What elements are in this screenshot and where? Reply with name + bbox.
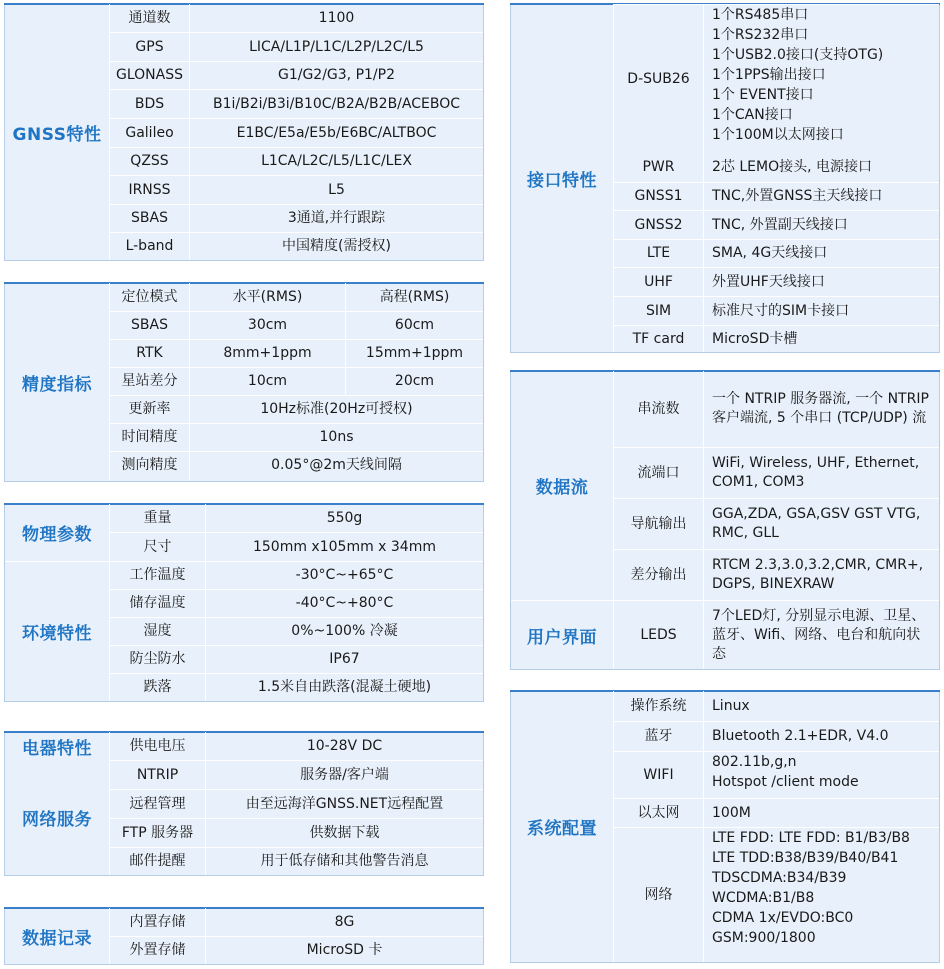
accuracy-row [110,339,483,367]
dataflow-key: 导航输出 [630,515,687,532]
environment-row [110,645,483,673]
gnss-value: 中国精度(需授权) [282,238,391,254]
system-row [614,798,939,827]
system-value [704,828,939,962]
network-key: 远程管理 [129,795,186,812]
interface-block [510,3,940,353]
accuracy-key: 测向精度 [121,457,178,473]
accuracy-value: 10Hz标准(20Hz可授权) [260,401,413,417]
interface-key: LTE [646,245,671,261]
electrical-row [110,732,483,760]
interface-row [614,182,939,210]
physical-key: 重量 [143,509,172,526]
system-value-line: CDMA 1x/EVDO:BC0 [712,910,854,926]
physical-row [110,504,483,532]
environment-key: 跌落 [143,679,172,695]
physical-row [110,532,483,561]
gnss-row [110,147,483,175]
environment-value: 0%~100% 冷凝 [291,623,398,639]
interface-row [614,239,939,267]
system-row [614,751,939,798]
network-key: FTP 服务器 [121,824,194,841]
system-value: Bluetooth 2.1+EDR, V4.0 [712,728,889,744]
physical-value: 550g [326,509,363,526]
system-row [614,827,939,962]
interface-value: TNC, 外置副天线接口 [712,216,848,233]
system-value-line: LTE TDD:B38/B39/B40/B41 [712,850,899,866]
datalog-title: 数据记录 [22,928,92,949]
environment-row [110,617,483,645]
dsub-line: 1个CAN接口 [712,107,793,123]
gnss-block [4,3,484,261]
system-row [614,691,939,721]
datalog-row [110,908,483,936]
system-value-line: WCDMA:B1/B8 [712,890,815,906]
gnss-value: LICA/L1P/L1C/L2P/L2C/L5 [249,38,424,55]
gnss-key: SBAS [131,210,168,226]
network-value: 由至远海洋GNSS.NET远程配置 [245,795,444,812]
datalog-key: 外置存储 [129,942,186,958]
environment-value: IP67 [329,651,360,667]
accuracy-block [4,282,484,482]
gnss-row [110,175,483,204]
network-row [110,760,483,789]
dataflow-row [614,498,939,549]
system-value: Linux [712,697,750,714]
accuracy-horizontal: 水平(RMS) [232,288,303,305]
gnss-row [110,32,483,61]
system-block [510,690,940,963]
accuracy-row [110,423,483,451]
accuracy-value: 10ns [319,429,354,445]
environment-title: 环境特性 [22,624,92,644]
environment-key: 工作温度 [129,567,186,583]
datalog-row [110,936,483,964]
system-key: 网络 [644,886,673,903]
environment-value: -40°C~+80°C [295,595,394,611]
accuracy-key: SBAS [131,317,168,333]
gnss-key: Galileo [125,124,174,141]
system-key: WIFI [643,766,674,783]
gnss-row [110,118,483,147]
network-value: 供数据下载 [309,824,380,841]
environment-key: 湿度 [143,623,172,639]
system-value-line: TDSCDMA:B34/B39 [712,870,847,886]
gnss-key: IRNSS [128,181,171,198]
environment-row [110,561,483,589]
dsub-line: 1个RS232串口 [712,27,809,43]
dsub-line: 1个 EVENT接口 [712,87,814,103]
environment-key: 储存温度 [129,595,186,611]
accuracy-key: 时间精度 [121,429,178,445]
datalog-value: 8G [334,913,355,930]
network-key: NTRIP [136,766,179,783]
dataflow-key: 差分输出 [630,566,687,583]
accuracy-row [110,451,483,479]
network-title: 网络服务 [22,810,92,830]
system-value-line: GSM:900/1800 [712,930,816,946]
accuracy-vertical: 20cm [394,373,435,389]
system-value [704,752,939,798]
accuracy-row [110,311,483,339]
accuracy-row [110,367,483,395]
physical-env-block [4,503,484,702]
dataflow-key: 串流数 [637,400,680,417]
datalog-value: MicroSD 卡 [306,942,383,958]
gnss-title: GNSS特性 [12,124,102,145]
gnss-value: E1BC/E5a/E5b/E6BC/ALTBOC [236,124,437,141]
electrical-title: 电器特性 [22,738,92,759]
accuracy-header-row [110,283,483,311]
system-title: 系统配置 [527,819,597,839]
interface-row [614,267,939,296]
interface-value: 2芯 LEMO接头, 电源接口 [712,159,873,175]
electrical-key: 供电电压 [129,737,186,754]
system-row [614,721,939,751]
interface-value: MicroSD卡槽 [712,330,798,347]
dsub-row [614,4,939,153]
dsub-line: 1个100M以太网接口 [712,127,844,143]
network-value: 用于低存储和其他警告消息 [260,853,429,869]
system-value-line: Hotspot /client mode [712,774,859,790]
accuracy-key: 星站差分 [121,373,178,389]
system-value: 100M [712,804,751,821]
electrical-value: 10-28V DC [306,737,383,754]
gnss-value: B1i/B2i/B3i/B10C/B2A/B2B/ACEBOC [212,95,460,112]
dataflow-value: 一个 NTRIP 服务器流, 一个 NTRIP 客户端流, 5 个串口 (TCP/UDP) 流 [712,391,929,426]
interface-key: TF card [632,330,685,347]
dataflow-row [614,447,939,498]
dataflow-key: 流端口 [637,464,680,481]
dataflow-value: RTCM 2.3,3.0,3.2,CMR, CMR+, DGPS, BINEXRAW [712,557,924,592]
physical-title: 物理参数 [22,525,92,545]
network-key: 邮件提醒 [129,853,186,869]
gnss-key: L-band [125,238,174,254]
datalog-block [4,907,484,965]
interface-value: 外置UHF天线接口 [712,273,825,290]
gnss-key: GLONASS [116,67,183,83]
gnss-value: L1CA/L2C/L5/L1C/LEX [261,153,412,169]
interface-row [614,296,939,325]
interface-value: SMA, 4G天线接口 [712,245,828,261]
environment-value: 1.5米自由跌落(混凝土硬地) [257,679,432,695]
interface-key: PWR [642,159,675,175]
environment-row [110,673,483,701]
accuracy-horizontal: 10cm [247,373,288,389]
gnss-value: G1/G2/G3, P1/P2 [277,67,396,83]
interface-key: GNSS2 [634,216,683,233]
physical-value: 150mm x105mm x 34mm [252,538,436,555]
system-value-line: 802.11b,g,n [712,754,797,770]
gnss-value: 3通道,并行跟踪 [287,210,386,226]
accuracy-vertical: 15mm+1ppm [365,345,464,361]
gnss-key: QZSS [130,153,169,169]
datalog-key: 内置存储 [129,913,186,930]
gnss-key: 通道数 [128,9,171,26]
network-row [110,847,483,875]
dataflow-value: WiFi, Wireless, UHF, Ethernet, COM1, COM3 [712,455,920,490]
system-key: 以太网 [637,804,680,821]
accuracy-row [110,395,483,423]
accuracy-vertical: 60cm [394,317,435,333]
gnss-row [110,232,483,260]
interface-row [614,210,939,239]
gnss-row [110,61,483,89]
accuracy-key: 更新率 [128,401,171,417]
dataflow-title: 数据流 [535,478,589,498]
accuracy-key: RTK [136,345,163,361]
gnss-value: L5 [328,181,345,198]
ui-value: 7个LED灯, 分别显示电源、卫星、蓝牙、Wifi、网络、电台和航向状态 [712,607,926,662]
gnss-row [110,204,483,232]
interface-title: 接口特性 [527,170,597,191]
electrical-network-block [4,731,484,876]
dsub-line: 1个USB2.0接口(支持OTG) [712,47,884,63]
dataflow-value: GGA,ZDA, GSA,GSV GST VTG, RMC, GLL [712,506,921,541]
dsub-values [704,5,939,153]
environment-key: 防尘防水 [129,651,186,667]
dataflow-block [510,370,940,670]
system-key: 蓝牙 [644,728,673,744]
dataflow-row [614,371,939,447]
ui-row [614,600,939,669]
dsub-line: 1个RS485串口 [712,7,809,23]
network-value: 服务器/客户端 [300,766,389,783]
dataflow-row [614,549,939,600]
gnss-value: 1100 [318,9,355,26]
gnss-key: GPS [135,38,164,55]
system-value-line: LTE FDD: LTE FDD: B1/B3/B8 [712,830,910,846]
accuracy-key: 定位模式 [121,288,178,305]
interface-key: SIM [645,302,672,319]
interface-key: UHF [644,273,673,290]
accuracy-vertical: 高程(RMS) [379,288,450,305]
accuracy-horizontal: 30cm [247,317,288,333]
network-row [110,818,483,847]
accuracy-title: 精度指标 [22,374,92,395]
accuracy-value: 0.05°@2m天线间隔 [271,457,402,473]
system-key: 操作系统 [630,697,687,714]
environment-value: -30°C~+65°C [295,567,394,583]
dsub-line: 1个1PPS输出接口 [712,67,826,83]
interface-value: 标准尺寸的SIM卡接口 [712,302,850,319]
gnss-key: BDS [134,95,165,112]
dsub-key: D-SUB26 [627,70,690,87]
accuracy-horizontal: 8mm+1ppm [223,345,312,361]
interface-row [614,153,939,182]
network-row [110,789,483,818]
interface-value: TNC,外置GNSS主天线接口 [712,188,883,204]
interface-row [614,325,939,352]
physical-key: 尺寸 [143,538,172,555]
gnss-row [110,4,483,32]
ui-title: 用户界面 [527,627,597,648]
ui-key: LEDS [640,626,677,643]
gnss-row [110,89,483,118]
interface-key: GNSS1 [634,188,683,204]
environment-row [110,589,483,617]
